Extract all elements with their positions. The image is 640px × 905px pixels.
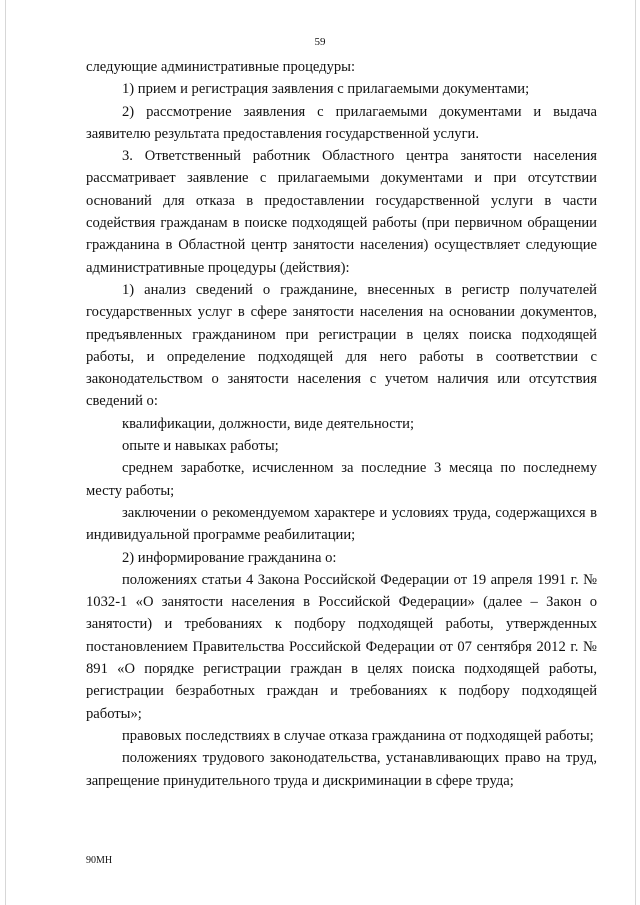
paragraph-experience: опыте и навыках работы; xyxy=(122,438,279,455)
paragraph-procedures-intro: следующие административные процедуры: xyxy=(86,59,356,75)
document-body xyxy=(86,56,597,792)
paragraph-rehabilitation: заключении о рекомендуемом характере и условиях труда, содержащихся в индивидуальной программе реабилитации; xyxy=(86,504,597,544)
paragraph-average-earnings: среднем заработке, исчисленном за последние 3 месяца по последнему месту работы; xyxy=(86,460,597,499)
scan-left-edge xyxy=(5,0,6,905)
paragraph-qualification: квалификации, должности, виде деятельности; xyxy=(122,415,415,432)
paragraph-legal-consequences: правовых последствиях в случае отказа гражданина от подходящей работы; xyxy=(122,727,594,744)
page-number: 59 xyxy=(314,36,326,48)
paragraph-section-3: 3. Ответственный работник Областного центра занятости населения рассматривает заявление с прилагаемыми документами и при отсутствии оснований для отказа в предоставлении государственной услуги в части содействия гражданам в поиске подходящей работы (при первичном обращении гражданина в Областной центр занятости населения) осуществляет следующие административные процедуры (действия): xyxy=(86,148,597,276)
scan-right-edge xyxy=(635,0,636,905)
paragraph-labor-legislation: положениях трудового законодательства, устанавливающих право на труд, запрещение принудительного труда и дискриминации в сфере труда; xyxy=(86,750,597,789)
footer-code: 90МН xyxy=(86,855,113,866)
paragraph-law-provisions: положениях статьи 4 Закона Российской Федерации от 19 апреля 1991 г. № 1032-1 «О занятости населения в Российской Федерации» (далее – Закон о занятости) и требованиях к подбору подходящей работы, утвержденных постановлением Правительства Российской Федерации от 07 сентября 2012 г. № 891 «О порядке регистрации граждан в целях поиска подходящей работы, регистрации безработных граждан и требованиях к подбору подходящей работы»; xyxy=(86,571,597,722)
paragraph-item-analysis: 1) анализ сведений о гражданине, внесенных в регистр получателей государственных услуг в сфере занятости населения на основании документов, предъявленных гражданином при регистрации в целях поиска подходящей работы, и определение подходящей для него работы в соответствии с законодательством о занятости населения с учетом наличия или отсутствия сведений о: xyxy=(86,281,597,410)
paragraph-item-informing: 2) информирование гражданина о: xyxy=(122,549,337,566)
paragraph-item-review: 2) рассмотрение заявления с прилагаемыми документами и выдача заявителю результата предоставления государственной услуги. xyxy=(86,103,597,142)
paragraph-item-reception: 1) прием и регистрация заявления с прилагаемыми документами; xyxy=(122,81,530,98)
